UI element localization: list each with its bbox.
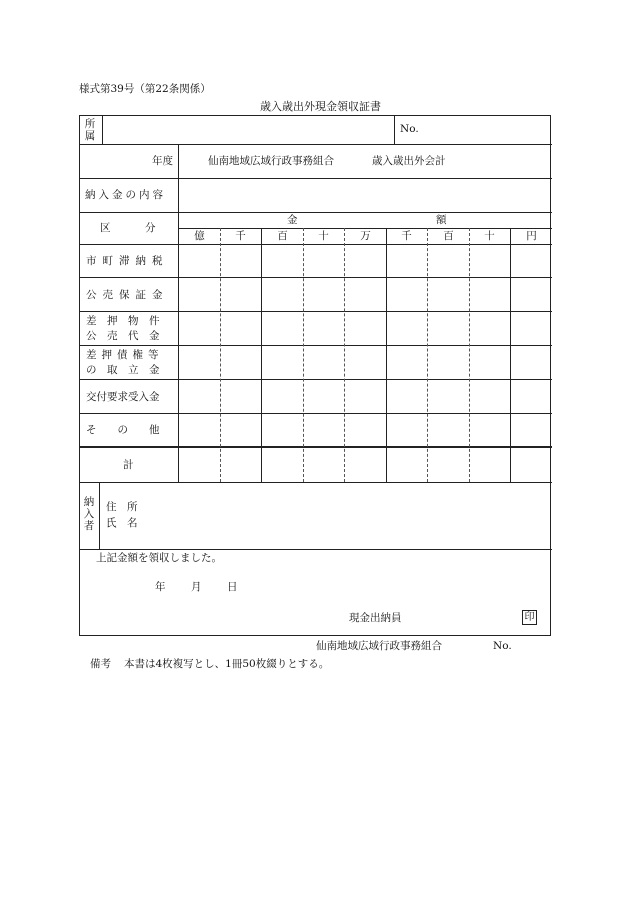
rule-8 bbox=[80, 379, 552, 380]
digit-sep-2 bbox=[261, 228, 262, 482]
rule-10 bbox=[80, 446, 552, 448]
digit-man: 万 bbox=[360, 230, 371, 242]
row-label-shicho-tainozei: 市町滞納税 bbox=[86, 255, 169, 267]
digit-sep-8 bbox=[510, 228, 511, 482]
rule-2 bbox=[80, 178, 552, 179]
rule-3 bbox=[80, 212, 552, 213]
row-label-sashiosae-bukken: 差 押 物 件 bbox=[86, 315, 160, 327]
seal-mark: 印 bbox=[522, 610, 537, 625]
digit-sep-5 bbox=[386, 228, 387, 482]
row-label-sonota: そ の 他 bbox=[86, 424, 160, 436]
digit-sen-1: 千 bbox=[235, 230, 246, 242]
note-label: 備考 bbox=[90, 658, 111, 670]
digit-sep-1 bbox=[220, 228, 221, 482]
address-label: 住 所 bbox=[106, 501, 138, 513]
date-month-label: 月 bbox=[191, 581, 202, 593]
shozoku-label: 所属 bbox=[84, 118, 96, 142]
rule-4 bbox=[80, 244, 552, 245]
rule-12 bbox=[80, 549, 552, 550]
note-text: 本書は4枚複写とし、1冊50枚綴りとする。 bbox=[124, 658, 330, 670]
kubun-label: 区 分 bbox=[100, 222, 168, 234]
digit-sep-3 bbox=[303, 228, 304, 482]
row-label-kobai-daikin: 公 売 代 金 bbox=[86, 330, 160, 342]
date-year-label: 年 bbox=[155, 581, 166, 593]
row-label-toritatekin: の 取 立 金 bbox=[86, 364, 160, 376]
footer-no-label: No. bbox=[493, 640, 512, 652]
digit-sep-4 bbox=[344, 228, 345, 482]
document-title: 歳入歳出外現金領収証書 bbox=[260, 100, 381, 113]
no-label: No. bbox=[400, 123, 419, 135]
label-column-divider bbox=[178, 144, 179, 482]
rule-9 bbox=[80, 413, 552, 414]
cashier-label: 現金出納員 bbox=[349, 612, 402, 624]
digit-sep-6 bbox=[427, 228, 428, 482]
row-label-sashiosae-saiken: 差押債権等 bbox=[86, 349, 164, 361]
received-text: 上記金額を領収しました。 bbox=[96, 552, 222, 564]
receipt-form bbox=[79, 115, 551, 636]
nyukin-naiyo-label: 納入金の内容 bbox=[85, 189, 166, 201]
kingaku-label-1: 金 bbox=[287, 214, 298, 226]
total-label: 計 bbox=[123, 459, 134, 471]
digit-sen-2: 千 bbox=[401, 230, 412, 242]
rule-11 bbox=[80, 482, 552, 483]
digit-oku: 億 bbox=[194, 230, 205, 242]
row-label-kobai-hoshokin: 公売保証金 bbox=[86, 289, 169, 301]
org-name: 仙南地域広域行政事務組合 bbox=[208, 155, 334, 167]
rule-1 bbox=[80, 144, 552, 145]
form-number: 様式第39号（第22条関係） bbox=[79, 83, 211, 95]
no-divider bbox=[394, 116, 395, 144]
payer-label: 納入者 bbox=[83, 496, 95, 532]
digit-juu-1: 十 bbox=[318, 230, 329, 242]
nendo-label: 年度 bbox=[152, 155, 173, 167]
rule-5 bbox=[80, 277, 552, 278]
footer-org-name: 仙南地域広域行政事務組合 bbox=[316, 640, 442, 652]
digit-hyaku-1: 百 bbox=[277, 230, 288, 242]
digit-sep-7 bbox=[469, 228, 470, 482]
rule-3b bbox=[178, 228, 552, 229]
digit-en: 円 bbox=[526, 230, 537, 242]
digit-hyaku-2: 百 bbox=[443, 230, 454, 242]
row-label-kofu-yokyu: 交付要求受入金 bbox=[86, 391, 160, 403]
payer-divider bbox=[99, 482, 100, 549]
kingaku-label-2: 額 bbox=[436, 214, 447, 226]
rule-6 bbox=[80, 311, 552, 312]
shozoku-divider bbox=[102, 116, 103, 144]
date-day-label: 日 bbox=[227, 581, 238, 593]
name-label: 氏 名 bbox=[106, 517, 138, 529]
account-name: 歳入歳出外会計 bbox=[372, 155, 446, 167]
digit-juu-2: 十 bbox=[484, 230, 495, 242]
rule-7 bbox=[80, 345, 552, 346]
